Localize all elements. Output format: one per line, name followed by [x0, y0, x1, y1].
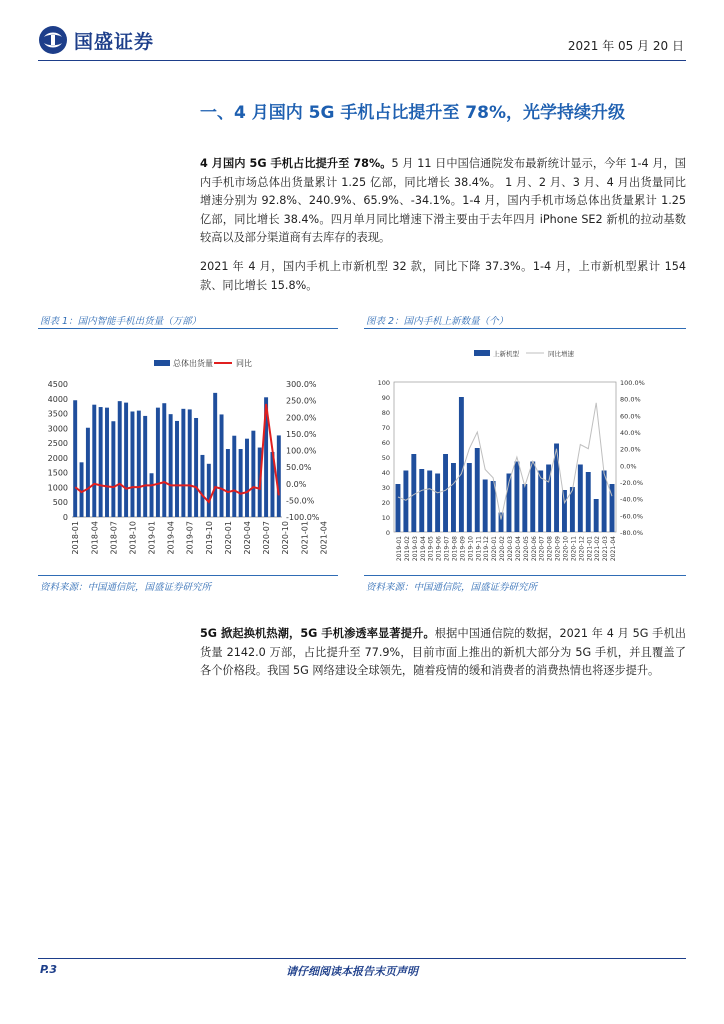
chart2-y-right-tick: 20.0%	[620, 445, 641, 454]
chart2-legend-bar-label: 上新机型	[493, 350, 519, 358]
chart1-x-tick: 2020-01	[223, 521, 233, 555]
chart2-y-left-tick: 50	[381, 454, 390, 462]
chart1-bar	[130, 411, 134, 517]
chart1-legend-bar-swatch	[154, 360, 170, 366]
chart1-bar	[156, 408, 160, 517]
chart1-bar	[80, 462, 84, 517]
chart1-y-left-tick: 2500	[47, 439, 68, 449]
header-divider	[38, 60, 686, 61]
chart2-bar	[475, 448, 480, 532]
paragraph-shipments-body: 5 月 11 日中国信通院发布最新统计显示，今年 1-4 月，国内手机市场总体出货量累计 1.25 亿部，同比增长 38.4%。 1 月、2 月、3 月、4 月出货量同比增速分别为 92.8%、240.9%、65.9%、-34.1%。1-4 月，国内手机市场总体出货量累计 1.25 亿部，同比增长 38.4%。四月单月同比增速下滑主要由于去年四月 iPhone SE2 新机的拉动基数较高以及部分渠道商有去库存的表现。	[200, 157, 686, 244]
chart2-x-tick: 2019-04	[419, 536, 427, 562]
chart2-bar	[419, 469, 424, 532]
chart2-x-tick: 2020-05	[522, 536, 530, 562]
chart1-y-right-tick: -50.0%	[286, 496, 315, 506]
chart2-x-tick: 2020-09	[554, 536, 562, 562]
chart2-y-left-tick: 80	[381, 409, 390, 417]
figure-2-top-rule	[364, 328, 686, 329]
chart1-legend-line-label: 同比	[236, 359, 252, 368]
footer-divider	[38, 958, 686, 959]
chart2-y-right-tick: -40.0%	[620, 495, 643, 504]
chart1-x-tick: 2020-07	[262, 521, 272, 555]
chart2-y-right-tick: 40.0%	[620, 429, 641, 437]
chart1-bar	[105, 408, 109, 517]
chart1-x-tick: 2019-04	[166, 521, 176, 555]
chart2-bar	[538, 471, 543, 533]
chart2-y-right-tick: -80.0%	[620, 529, 643, 537]
chart1-y-left-tick: 3500	[47, 409, 68, 419]
chart2-x-tick: 2019-09	[459, 536, 467, 562]
chart2-x-tick: 2019-12	[483, 536, 491, 562]
paragraph-new-models: 2021 年 4 月，国内手机上市新机型 32 款，同比下降 37.3%。1-4 月，上市新机型累计 154 款、同比增长 15.8%。	[200, 260, 686, 292]
paragraph-5g-lead: 5G 掀起换机热潮，5G 手机渗透率显著提升。	[200, 627, 435, 640]
chart1-bar	[277, 435, 281, 517]
chart2-y-left-tick: 10	[381, 514, 390, 522]
chart1-y-left-tick: 4000	[47, 394, 68, 404]
chart2-x-tick: 2019-11	[475, 536, 483, 562]
chart2-y-left-tick: 40	[381, 469, 390, 477]
chart1-y-left-tick: 500	[52, 498, 68, 508]
chart1-bar	[124, 403, 128, 517]
chart1-y-right-tick: 50.0%	[286, 463, 312, 473]
chart2-y-left-tick: 60	[381, 439, 390, 447]
chart1-bar	[143, 416, 147, 517]
figure-1-caption: 图表 1：国内智能手机出货量（万部）	[40, 316, 202, 327]
report-date: 2021 年 05 月 20 日	[567, 39, 684, 53]
chart2-x-tick: 2019-10	[467, 536, 475, 562]
chart2-y-left-tick: 100	[377, 379, 390, 387]
chart-new-models	[364, 340, 686, 572]
chart1-bar	[92, 405, 96, 517]
chart2-bar	[451, 463, 456, 532]
chart2-x-tick: 2020-04	[514, 536, 522, 562]
chart2-bar	[499, 513, 504, 533]
chart2-x-tick: 2020-02	[499, 536, 506, 562]
chart1-bar	[226, 449, 230, 517]
chart2-bar	[586, 472, 591, 532]
chart2-y-right-tick: 0.0%	[620, 462, 637, 471]
chart2-x-tick: 2019-02	[403, 536, 411, 562]
chart2-x-tick: 2021-03	[602, 536, 610, 562]
paragraph-shipments-lead: 4 月国内 5G 手机占比提升至 78%。	[200, 157, 392, 170]
chart2-x-tick: 2021-01	[586, 536, 594, 562]
figure-1-bottom-rule	[38, 575, 338, 576]
chart1-bar	[207, 464, 211, 517]
chart2-bar	[594, 499, 599, 532]
chart1-x-tick: 2020-10	[281, 521, 291, 555]
brand-name: 国盛证券	[74, 31, 155, 53]
paragraph-5g-body: 根据中国通信院的数据，2021 年 4 月 5G 手机出货量 2142.0 万部，占比提升至 77.9%，目前市面上推出的新机大部分为 5G 手机，并且覆盖了各个价格段。我国 5G 网络建设全球领先，随着疫情的缓和消费者的消费热情也将逐步提升。	[200, 627, 686, 677]
chart1-x-tick: 2021-04	[319, 521, 329, 555]
chart1-bar	[194, 418, 198, 517]
brand-logo-icon	[38, 25, 68, 55]
chart2-bar	[396, 484, 401, 532]
chart2-y-left-tick: 30	[381, 484, 390, 492]
section-title: 一、4 月国内 5G 手机占比提升至 78%，光学持续升级	[200, 103, 625, 123]
chart2-bar	[483, 480, 488, 533]
chart1-x-tick: 2019-01	[147, 521, 157, 555]
chart2-y-right-tick: -60.0%	[620, 512, 643, 521]
chart1-bar	[188, 409, 192, 517]
chart2-bar	[514, 462, 519, 533]
chart1-legend-bar-label: 总体出货量	[173, 359, 213, 368]
chart1-bar	[162, 403, 166, 517]
chart2-x-tick: 2020-10	[562, 536, 570, 562]
chart1-x-tick: 2018-01	[71, 521, 81, 555]
chart1-y-right-tick: 200.0%	[286, 413, 317, 423]
chart2-x-tick: 2019-07	[443, 536, 451, 562]
chart1-bar	[118, 401, 122, 517]
chart2-legend-bar-swatch	[474, 350, 490, 356]
chart1-bar	[99, 407, 103, 517]
chart1-bar	[239, 449, 243, 517]
chart2-bar	[522, 484, 527, 532]
chart1-bar	[73, 400, 77, 517]
chart2-x-tick: 2019-08	[451, 536, 459, 562]
chart1-bar	[251, 431, 255, 517]
chart2-bar	[443, 454, 448, 532]
chart2-x-tick: 2019-01	[396, 536, 403, 562]
disclaimer-note: 请仔细阅读本报告末页声明	[286, 965, 418, 978]
chart2-bar	[411, 454, 416, 532]
chart1-bar	[181, 409, 185, 517]
chart2-x-tick: 2020-03	[507, 536, 514, 562]
chart1-bar	[111, 421, 115, 517]
chart2-x-tick: 2021-04	[610, 536, 617, 562]
chart1-bar	[137, 411, 141, 517]
chart2-bar	[562, 490, 567, 532]
chart2-x-tick: 2020-06	[530, 536, 538, 562]
chart1-x-tick: 2018-04	[90, 521, 100, 555]
chart2-bar	[459, 397, 464, 532]
page-number: P.3	[40, 963, 58, 976]
chart1-bar	[175, 421, 179, 517]
chart1-y-left-tick: 0	[62, 513, 68, 522]
paragraph-5g-penetration	[200, 625, 686, 681]
chart1-bar	[200, 455, 204, 517]
chart1-bar	[86, 428, 90, 517]
chart1-y-right-tick: 150.0%	[286, 429, 317, 439]
chart1-y-left-tick: 3000	[47, 424, 68, 434]
chart2-x-tick: 2020-12	[578, 536, 586, 562]
chart1-x-tick: 2018-07	[109, 521, 119, 555]
chart2-x-tick: 2019-03	[411, 536, 419, 562]
figure-1-top-rule	[38, 328, 338, 329]
chart1-bar	[150, 473, 154, 517]
chart2-x-tick: 2020-11	[570, 536, 578, 562]
chart1-x-tick: 2021-01	[300, 521, 310, 555]
chart1-x-tick: 2020-04	[243, 521, 252, 555]
chart2-x-tick: 2019-05	[427, 536, 435, 562]
chart2-x-tick: 2020-08	[546, 536, 554, 562]
chart2-bar	[578, 465, 583, 533]
chart2-y-right-tick: -20.0%	[620, 479, 643, 487]
chart2-y-left-tick: 90	[381, 394, 390, 402]
chart-smartphone-shipments	[38, 340, 340, 572]
chart2-x-tick: 2020-07	[538, 536, 546, 562]
chart2-y-left-tick: 70	[381, 424, 390, 432]
chart1-bar	[213, 393, 217, 517]
chart2-bar	[467, 463, 472, 532]
figure-2-source: 资料来源：中国通信院，国盛证券研究所	[366, 582, 538, 593]
chart2-legend-line-label: 同比增速	[548, 350, 574, 358]
chart2-y-right-tick: 60.0%	[620, 412, 641, 421]
chart1-y-right-tick: -100.0%	[286, 513, 320, 522]
chart1-bar	[220, 414, 224, 517]
chart1-y-left-tick: 4500	[47, 380, 68, 389]
chart1-bar	[169, 414, 173, 517]
chart1-y-left-tick: 1500	[47, 468, 68, 478]
chart2-x-tick: 2021-02	[594, 536, 602, 562]
chart2-bar	[427, 471, 432, 533]
chart2-y-right-tick: 100.0%	[620, 379, 645, 387]
paragraph-shipments	[200, 155, 686, 248]
chart1-x-tick: 2019-10	[204, 521, 214, 555]
chart1-y-right-tick: 250.0%	[286, 396, 317, 406]
figure-2-bottom-rule	[364, 575, 686, 576]
chart1-y-right-tick: 0.0%	[286, 479, 307, 489]
chart1-x-tick: 2018-10	[128, 521, 138, 555]
chart1-y-left-tick: 2000	[47, 453, 68, 463]
chart2-bar	[403, 471, 408, 533]
chart2-y-right-tick: 80.0%	[620, 395, 641, 404]
chart2-y-left-tick: 20	[381, 499, 390, 507]
chart2-x-tick: 2020-01	[491, 536, 499, 562]
chart2-x-tick: 2019-06	[435, 536, 443, 562]
chart1-x-tick: 2019-07	[185, 521, 195, 555]
chart1-bar	[245, 439, 249, 517]
chart2-y-left-tick: 0	[385, 529, 390, 537]
figure-2-caption: 图表 2：国内手机上新数量（个）	[366, 316, 509, 327]
chart2-bar	[435, 474, 440, 533]
figure-1-source: 资料来源：中国通信院，国盛证券研究所	[40, 582, 212, 593]
chart1-y-right-tick: 100.0%	[286, 446, 317, 456]
chart2-bar	[530, 462, 535, 533]
chart1-y-right-tick: 300.0%	[286, 380, 317, 389]
chart1-y-left-tick: 1000	[47, 483, 68, 493]
chart1-bar	[232, 436, 236, 517]
